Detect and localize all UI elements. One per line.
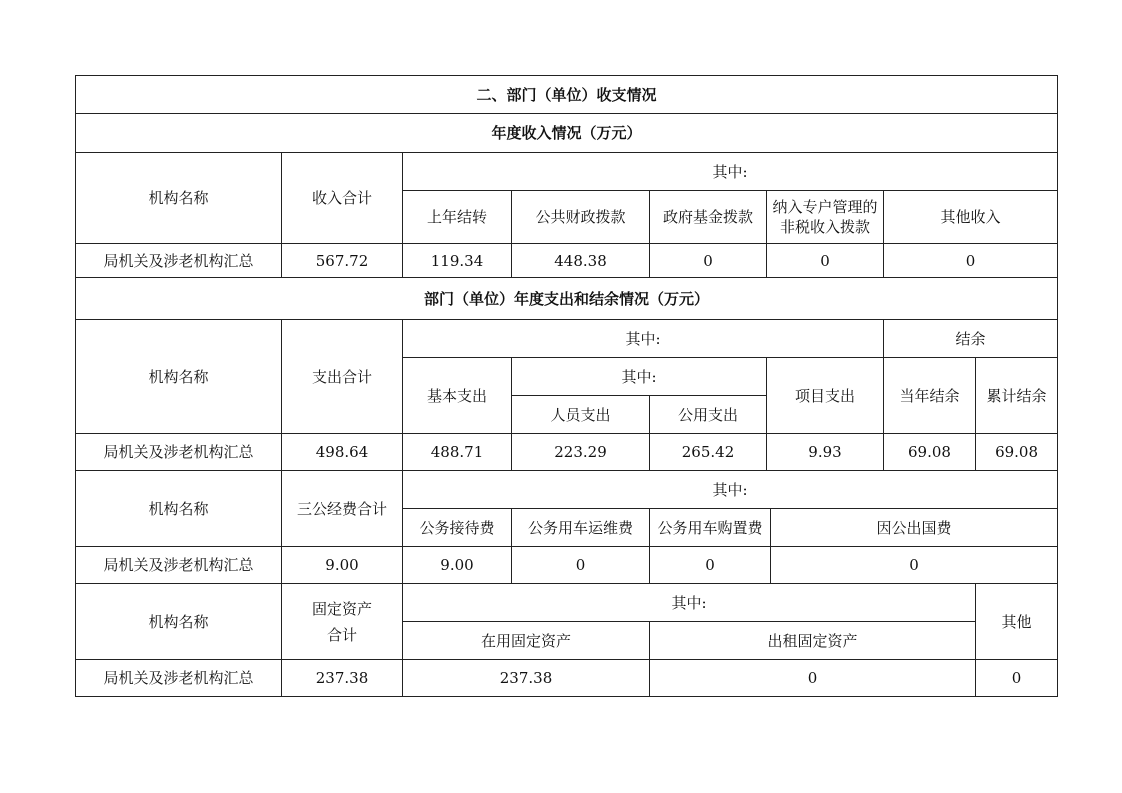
income-heading: 年度收入情况（万元） xyxy=(76,114,1058,153)
expense-heading: 部门（单位）年度支出和结余情况（万元） xyxy=(76,278,1058,320)
income-row-org: 局机关及涉老机构汇总 xyxy=(76,244,282,278)
income-row-carryover: 119.34 xyxy=(403,244,512,278)
assets-row-org: 局机关及涉老机构汇总 xyxy=(76,660,282,697)
expense-col-org: 机构名称 xyxy=(76,320,282,434)
three-public-col-org: 机构名称 xyxy=(76,471,282,547)
expense-col-balance: 结余 xyxy=(884,320,1058,358)
expense-row-current-balance: 69.08 xyxy=(884,434,976,471)
budget-table xyxy=(75,75,1058,697)
expense-col-cumulative-balance: 累计结余 xyxy=(976,358,1058,434)
three-public-row-vehicle-ops: 0 xyxy=(512,547,650,584)
three-public-col-of-which: 其中: xyxy=(403,471,1058,509)
assets-row-other: 0 xyxy=(976,660,1058,697)
expense-row-public: 265.42 xyxy=(650,434,767,471)
three-public-col-total: 三公经费合计 xyxy=(282,471,403,547)
income-row-public-finance: 448.38 xyxy=(512,244,650,278)
expense-row-org: 局机关及涉老机构汇总 xyxy=(76,434,282,471)
expense-col-of-which: 其中: xyxy=(403,320,884,358)
assets-col-rented: 出租固定资产 xyxy=(650,622,976,660)
three-public-col-vehicle-ops: 公务用车运维费 xyxy=(512,509,650,547)
assets-row-rented: 0 xyxy=(650,660,976,697)
assets-row-in-use: 237.38 xyxy=(403,660,650,697)
expense-col-basic-of-which: 其中: xyxy=(512,358,767,396)
income-col-gov-fund: 政府基金拨款 xyxy=(650,191,767,244)
assets-col-in-use: 在用固定资产 xyxy=(403,622,650,660)
expense-col-basic: 基本支出 xyxy=(403,358,512,434)
three-public-col-overseas: 因公出国费 xyxy=(771,509,1058,547)
three-public-row-org: 局机关及涉老机构汇总 xyxy=(76,547,282,584)
income-row-gov-fund: 0 xyxy=(650,244,767,278)
expense-col-personnel: 人员支出 xyxy=(512,396,650,434)
assets-col-org: 机构名称 xyxy=(76,584,282,660)
expense-row-project: 9.93 xyxy=(767,434,884,471)
income-row-nontax: 0 xyxy=(767,244,884,278)
expense-row-cumulative-balance: 69.08 xyxy=(976,434,1058,471)
assets-col-other: 其他 xyxy=(976,584,1058,660)
three-public-row-overseas: 0 xyxy=(771,547,1058,584)
income-col-carryover: 上年结转 xyxy=(403,191,512,244)
assets-row-total: 237.38 xyxy=(282,660,403,697)
expense-col-total: 支出合计 xyxy=(282,320,403,434)
income-col-org: 机构名称 xyxy=(76,153,282,244)
three-public-col-vehicle-purchase: 公务用车购置费 xyxy=(650,509,771,547)
assets-col-total-line2: 合计 xyxy=(326,625,357,644)
income-row-other: 0 xyxy=(884,244,1058,278)
three-public-row-vehicle-purchase: 0 xyxy=(650,547,771,584)
assets-col-of-which: 其中: xyxy=(403,584,976,622)
expense-col-project: 项目支出 xyxy=(767,358,884,434)
assets-col-total xyxy=(282,584,403,660)
page-title: 二、部门（单位）收支情况 xyxy=(76,76,1058,114)
expense-col-current-balance: 当年结余 xyxy=(884,358,976,434)
income-col-public-finance: 公共财政拨款 xyxy=(512,191,650,244)
expense-row-total: 498.64 xyxy=(282,434,403,471)
three-public-row-total: 9.00 xyxy=(282,547,403,584)
income-col-nontax: 纳入专户管理的非税收入拨款 xyxy=(767,191,884,244)
expense-row-personnel: 223.29 xyxy=(512,434,650,471)
income-col-of-which: 其中: xyxy=(403,153,1058,191)
income-row-total: 567.72 xyxy=(282,244,403,278)
income-col-other: 其他收入 xyxy=(884,191,1058,244)
three-public-col-reception: 公务接待费 xyxy=(403,509,512,547)
expense-row-basic: 488.71 xyxy=(403,434,512,471)
income-col-total: 收入合计 xyxy=(282,153,403,244)
expense-col-public: 公用支出 xyxy=(650,396,767,434)
three-public-row-reception: 9.00 xyxy=(403,547,512,584)
assets-col-total-line1: 固定资产 xyxy=(311,599,372,618)
